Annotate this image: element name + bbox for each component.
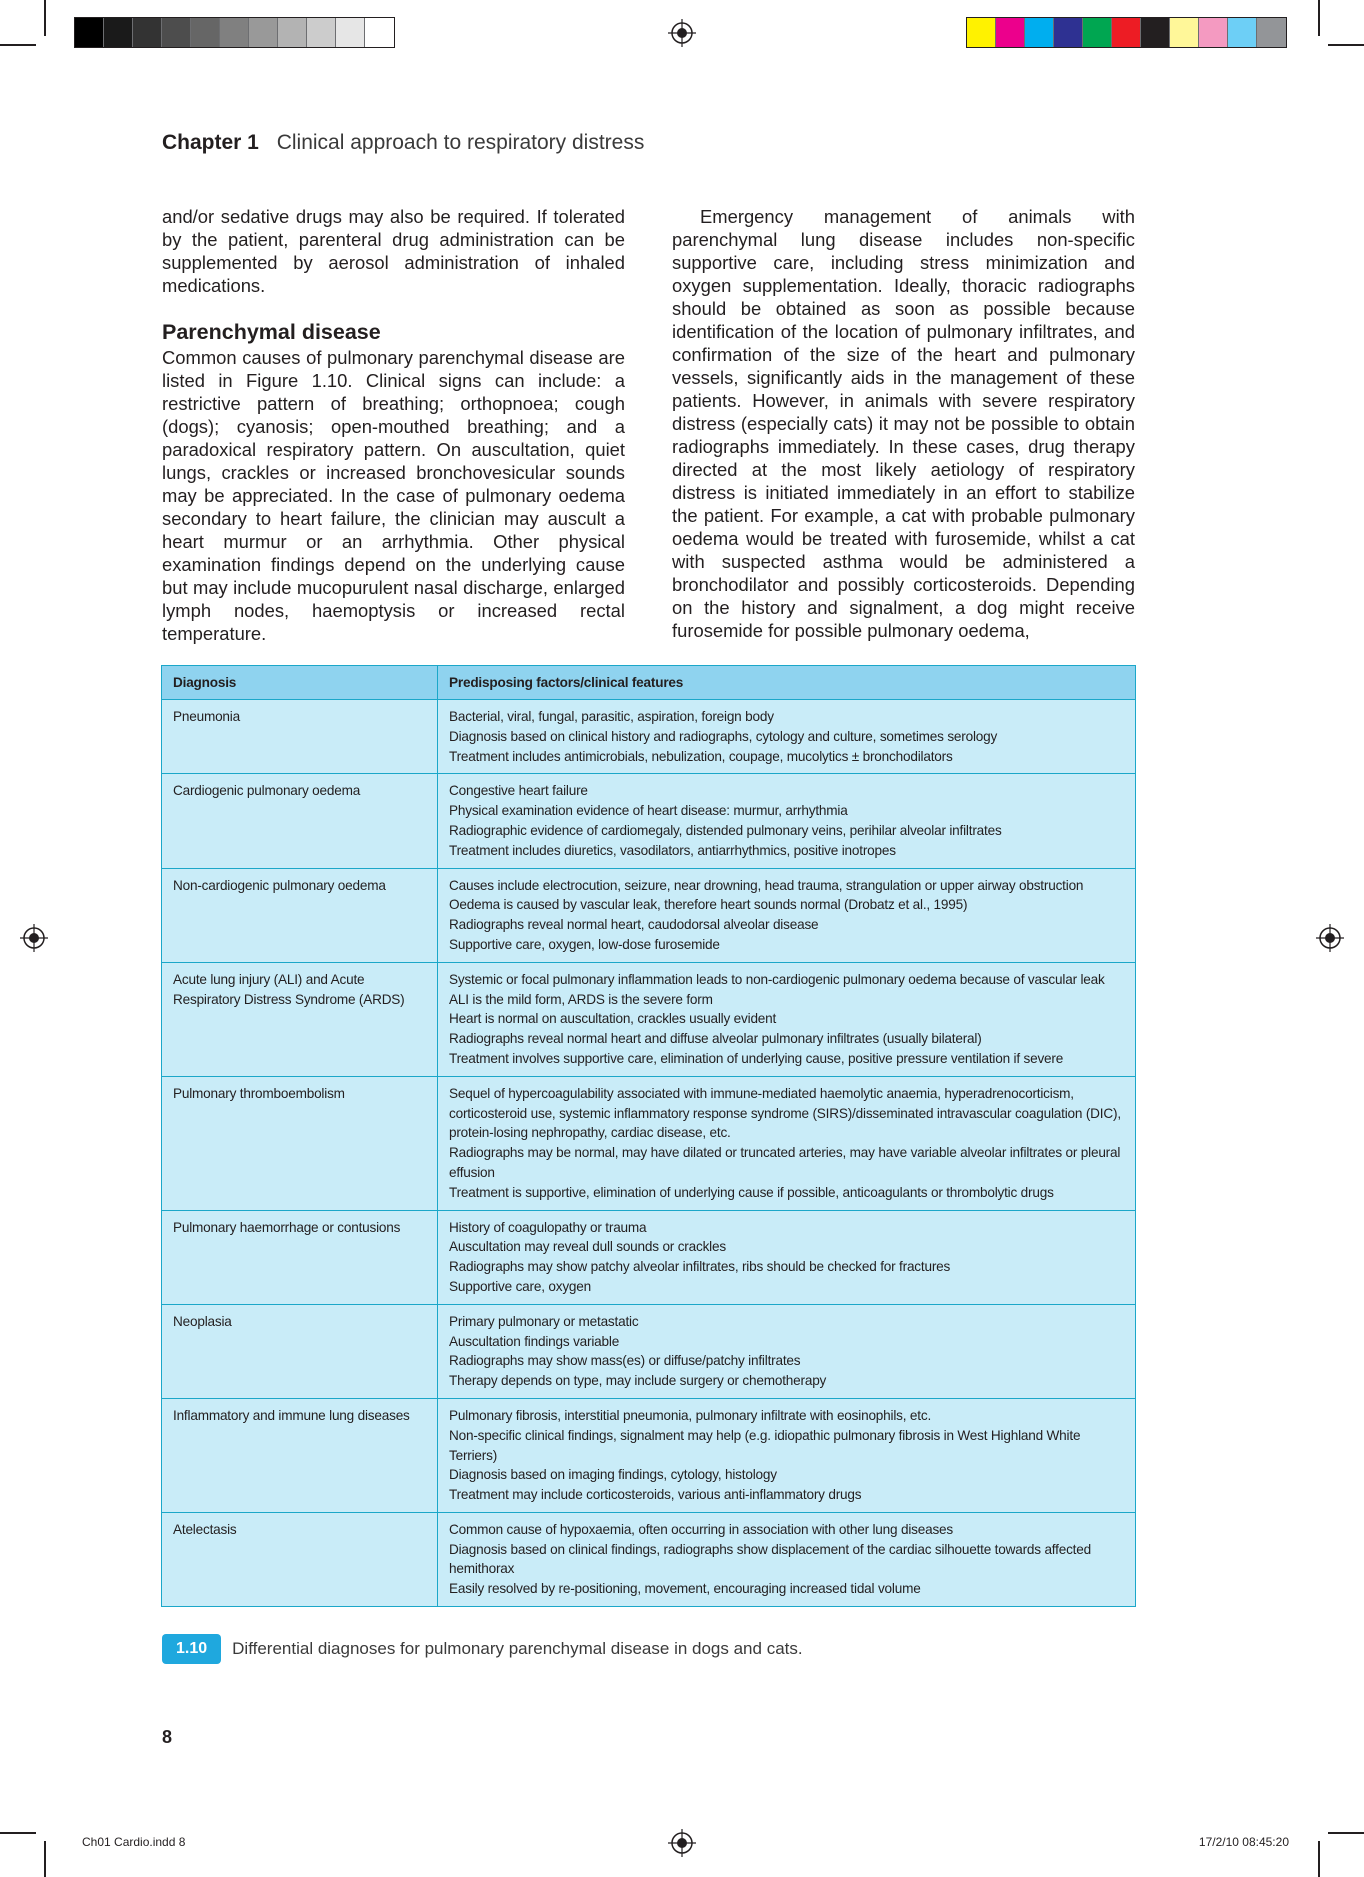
feature-line: Heart is normal on auscultation, crackles usually evident [449, 1011, 777, 1027]
chapter-label: Chapter 1 [162, 131, 259, 154]
feature-line: Bacterial, viral, fungal, parasitic, aspiration, foreign body [449, 709, 774, 724]
feature-line: Supportive care, oxygen [449, 1278, 591, 1294]
feature-line: Treatment includes antimicrobials, nebulization, coupage, mucolytics ± bronchodilators [449, 748, 953, 764]
color-swatch [1025, 18, 1054, 47]
feature-line: Radiographs may be normal, may have dilated or truncated arteries, may have variable alveolar infiltrates or pleural effusion [449, 1145, 1121, 1180]
feature-line: Treatment involves supportive care, elimination of underlying cause, positive pressure ventilation if severe [449, 1050, 1064, 1066]
crop-mark [0, 44, 36, 46]
column-header-features: Predisposing factors/clinical features [438, 666, 1136, 700]
diagnosis-cell: Atelectasis [162, 1512, 438, 1606]
feature-line: Physical examination evidence of heart disease: murmur, arrhythmia [449, 803, 848, 819]
running-head [162, 131, 644, 155]
feature-line: Systemic or focal pulmonary inflammation leads to non-cardiogenic pulmonary oedema because of vascular leak [449, 971, 1105, 987]
features-cell [438, 1398, 1136, 1512]
grayscale-color-bar [74, 17, 395, 48]
color-swatch [191, 18, 220, 47]
features-cell [438, 1304, 1136, 1398]
diagnosis-cell: Pulmonary thromboembolism [162, 1076, 438, 1210]
diagnosis-cell: Non-cardiogenic pulmonary oedema [162, 868, 438, 962]
feature-line: ALI is the mild form, ARDS is the severe form [449, 991, 713, 1007]
diagnosis-cell: Inflammatory and immune lung diseases [162, 1398, 438, 1512]
feature-line: Treatment may include corticosteroids, various anti-inflammatory drugs [449, 1487, 862, 1503]
diagnosis-cell: Pulmonary haemorrhage or contusions [162, 1210, 438, 1304]
crop-mark [44, 0, 46, 36]
feature-line: Auscultation findings variable [449, 1333, 620, 1349]
diagnosis-cell: Acute lung injury (ALI) and Acute Respiratory Distress Syndrome (ARDS) [162, 962, 438, 1076]
feature-line: Oedema is caused by vascular leak, therefore heart sounds normal (Drobatz et al., 1995) [449, 897, 968, 913]
table-row [162, 700, 1136, 774]
page-number: 8 [162, 1727, 173, 1747]
feature-line: Pulmonary fibrosis, interstitial pneumonia, pulmonary infiltrate with eosinophils, etc. [449, 1407, 932, 1423]
feature-line: Diagnosis based on clinical history and radiographs, cytology and culture, sometimes serology [449, 728, 998, 744]
color-swatch [336, 18, 365, 47]
feature-line: Therapy depends on type, may include surgery or chemotherapy [449, 1373, 827, 1389]
chapter-title: Clinical approach to respiratory distress [276, 131, 645, 154]
crop-mark [1328, 44, 1364, 46]
color-swatch [278, 18, 307, 47]
feature-line: Auscultation may reveal dull sounds or crackles [449, 1239, 726, 1255]
features-cell [438, 868, 1136, 962]
diagnosis-cell: Cardiogenic pulmonary oedema [162, 774, 438, 868]
crop-mark [44, 1841, 46, 1877]
registration-mark-icon [668, 19, 696, 47]
column-header-diagnosis: Diagnosis [162, 666, 438, 700]
diagnosis-cell: Pneumonia [162, 700, 438, 774]
feature-line: Radiographs reveal normal heart and diffuse alveolar pulmonary infiltrates (usually bilateral) [449, 1031, 982, 1047]
feature-line: Diagnosis based on clinical findings, radiographs show displacement of the cardiac silhouette towards affected hemithorax [449, 1541, 1091, 1577]
color-swatch [1257, 18, 1286, 47]
color-swatch [220, 18, 249, 47]
feature-line: Radiographs may show mass(es) or diffuse/patchy infiltrates [449, 1353, 801, 1369]
features-cell [438, 774, 1136, 868]
table-row [162, 1304, 1136, 1398]
left-column [162, 205, 625, 645]
table-row [162, 1210, 1136, 1304]
registration-mark-icon [1316, 924, 1344, 952]
color-swatch [1170, 18, 1199, 47]
features-cell [438, 1210, 1136, 1304]
table-row [162, 1076, 1136, 1210]
feature-line: Treatment is supportive, elimination of underlying cause if possible, anticoagulants or thrombolytic drugs [449, 1184, 1054, 1200]
crop-mark [0, 1832, 36, 1834]
feature-line: Common cause of hypoxaemia, often occurring in association with other lung diseases [449, 1521, 954, 1537]
color-swatch [104, 18, 133, 47]
table-row [162, 868, 1136, 962]
figure-number-badge: 1.10 [162, 1634, 221, 1664]
feature-line: Diagnosis based on imaging findings, cytology, histology [449, 1467, 777, 1483]
crop-mark [1318, 0, 1320, 36]
color-swatch [365, 18, 394, 47]
feature-line: Supportive care, oxygen, low-dose furosemide [449, 936, 720, 952]
registration-mark-icon [668, 1829, 696, 1857]
color-swatch [1054, 18, 1083, 47]
table-row [162, 962, 1136, 1076]
feature-line: Radiographs may show patchy alveolar infiltrates, ribs should be checked for fractures [449, 1259, 951, 1275]
table-row [162, 1398, 1136, 1512]
color-swatch [1228, 18, 1257, 47]
feature-line: Radiographs reveal normal heart, caudodorsal alveolar disease [449, 917, 819, 933]
color-swatch [1141, 18, 1170, 47]
features-cell [438, 1076, 1136, 1210]
features-cell [438, 700, 1136, 774]
body-paragraph: Emergency management of animals with parenchymal lung disease includes non-specific supportive care, including stress minimization and oxygen supplementation. Ideally, thoracic radiographs should be obtained as soon as possible because identification of the location of pulmonary infiltrates, and confirmation of the size of the heart and pulmonary vessels, significantly aids in the management of these patients. However, in animals with severe respiratory distress (especially cats) it may not be possible to obtain radiographs immediately. In these cases, drug therapy directed at the most likely aetiology of respiratory distress is initiated immediately in an effort to stabilize the patient. For example, a cat with probable pulmonary oedema would be treated with furosemide, whilst a cat with suspected asthma would be administered a bronchodilator and possibly corticosteroids. Depending on the history and signalment, a dog might receive furosemide for possible pulmonary oedema, [672, 206, 1135, 641]
crop-mark [1328, 1832, 1364, 1834]
color-swatch [1112, 18, 1141, 47]
feature-line: Non-specific clinical findings, signalment may help (e.g. idiopathic pulmonary fibrosis in West Highland White Terriers) [449, 1427, 1081, 1463]
feature-line: Causes include electrocution, seizure, near drowning, head trauma, strangulation or upper airway obstruction [449, 877, 1084, 893]
diagnosis-cell: Neoplasia [162, 1304, 438, 1398]
feature-line: Primary pulmonary or metastatic [449, 1313, 639, 1329]
figure-caption [162, 1634, 803, 1664]
table-header-row [162, 666, 1136, 700]
color-swatch [162, 18, 191, 47]
feature-line: Radiographic evidence of cardiomegaly, distended pulmonary veins, perihilar alveolar infiltrates [449, 822, 1002, 838]
color-swatch [75, 18, 104, 47]
color-swatch [1083, 18, 1112, 47]
color-swatch [307, 18, 336, 47]
body-paragraph: and/or sedative drugs may also be required. If tolerated by the patient, parenteral drug administration can be supplemented by aerosol administration of inhaled medications. [162, 206, 625, 296]
features-cell [438, 1512, 1136, 1606]
right-column [672, 205, 1135, 642]
section-heading: Parenchymal disease [162, 320, 381, 344]
body-paragraph: Common causes of pulmonary parenchymal disease are listed in Figure 1.10. Clinical signs can include: a restrictive pattern of breathing; orthopnoea; cough (dogs); cyanosis; open-mouthed breathing; and a paradoxical respiratory pattern. On auscultation, quiet lungs, crackles or increased bronchovesicular sounds may be appreciated. In the case of pulmonary oedema secondary to heart failure, the clinician may auscult a heart murmur or an arrhythmia. Other physical examination findings depend on the underlying cause but may include mucopurulent nasal discharge, enlarged lymph nodes, haemoptysis or increased rectal temperature. [162, 347, 625, 644]
color-swatch [133, 18, 162, 47]
table-row [162, 774, 1136, 868]
features-cell [438, 962, 1136, 1076]
feature-line: History of coagulopathy or trauma [449, 1219, 647, 1235]
slug-file-name: Ch01 Cardio.indd 8 [82, 1835, 186, 1849]
registration-mark-icon [20, 924, 48, 952]
feature-line: Congestive heart failure [449, 783, 588, 799]
diagnoses-table [161, 665, 1136, 1607]
color-swatch [967, 18, 996, 47]
process-color-bar [966, 17, 1287, 48]
color-swatch [1199, 18, 1228, 47]
color-swatch [249, 18, 278, 47]
crop-mark [1318, 1841, 1320, 1877]
caption-text: Differential diagnoses for pulmonary parenchymal disease in dogs and cats. [232, 1639, 803, 1658]
color-swatch [996, 18, 1025, 47]
feature-line: Easily resolved by re-positioning, movement, encouraging increased tidal volume [449, 1581, 921, 1597]
feature-line: Treatment includes diuretics, vasodilators, antiarrhythmics, positive inotropes [449, 842, 896, 858]
slug-timestamp: 17/2/10 08:45:20 [1198, 1835, 1289, 1849]
feature-line: Sequel of hypercoagulability associated with immune-mediated haemolytic anaemia, hyperadrenocorticism, corticosteroid use, systemic inflammatory response syndrome (SIRS)/disseminated intravascular coagulation (DIC), protein-losing nephropathy, cardiac disease, etc. [449, 1085, 1121, 1141]
table-row [162, 1512, 1136, 1606]
